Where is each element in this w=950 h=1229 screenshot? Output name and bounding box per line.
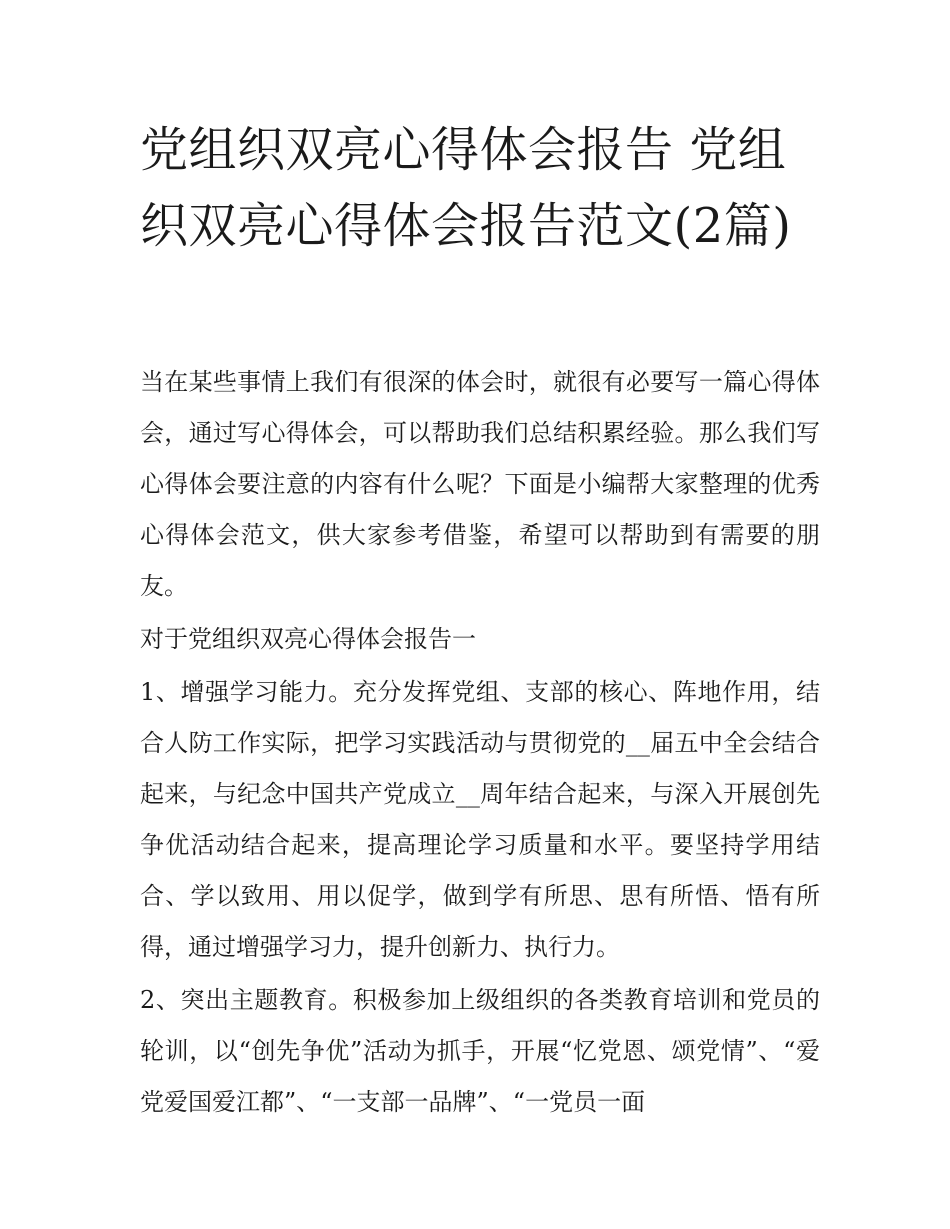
point-2-paragraph: 2、突出主题教育。积极参加上级组织的各类教育培训和党员的轮训，以“创先争优”活动为抓手，开展“忆党恩、颂党情”、“爱党爱国爱江都”、“一支部一品牌”、“一党员一面 [140, 986, 820, 1116]
section-heading: 对于党组织双亮心得体会报告一 [140, 625, 476, 653]
document-body [140, 357, 820, 1130]
point-1-paragraph: 1、增强学习能力。充分发挥党组、支部的核心、阵地作用，结合人防工作实际，把学习实践活动与贯彻党的__届五中全会结合起来，与纪念中国共产党成立__周年结合起来，与深入开展创先争优活动结合起来，提高理论学习质量和水平。要坚持学用结合、学以致用、用以促学，做到学有所思、思有所悟、悟有所得，通过增强学习力，提升创新力、执行力。 [140, 678, 820, 961]
intro-paragraph: 当在某些事情上我们有很深的体会时，就很有必要写一篇心得体会，通过写心得体会，可以帮助我们总结积累经验。那么我们写心得体会要注意的内容有什么呢？下面是小编帮大家整理的优秀心得体会范文，供大家参考借鉴，希望可以帮助到有需要的朋友。 [140, 368, 820, 600]
document-title: 党组织双亮心得体会报告 党组织双亮心得体会报告范文(2篇) [140, 122, 792, 254]
